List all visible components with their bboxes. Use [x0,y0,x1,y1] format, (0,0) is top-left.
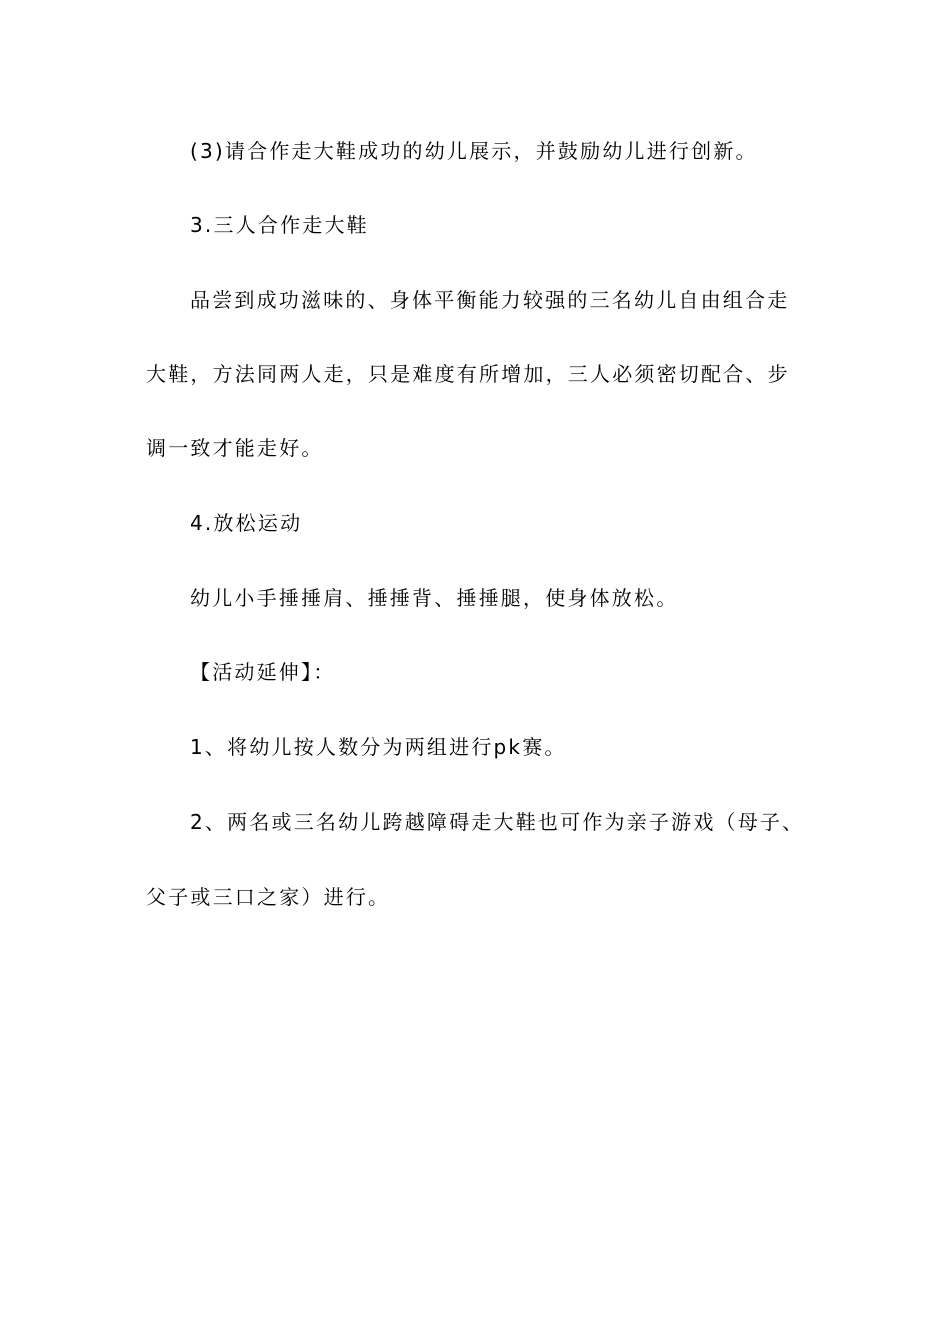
paragraph-line: 品尝到成功滋味的、身体平衡能力较强的三名幼儿自由组合走 [190,288,790,312]
paragraph-line: 大鞋，方法同两人走，只是难度有所增加，三人必须密切配合、步 [146,362,790,386]
paragraph-line: 幼儿小手捶捶肩、捶捶背、捶捶腿，使身体放松。 [190,586,679,610]
paragraph-line: 父子或三口之家）进行。 [146,885,391,909]
section-heading-3: 3.三人合作走大鞋 [190,213,369,237]
paragraph-line: 调一致才能走好。 [146,436,324,460]
extension-item-2: 2、两名或三名幼儿跨越障碍走大鞋也可作为亲子游戏（母子、 [190,810,805,834]
extension-item-1: 1、将幼儿按人数分为两组进行pk赛。 [190,735,567,759]
extension-heading: 【活动延伸】： [190,660,336,684]
step-3-sub-3: (3)请合作走大鞋成功的幼儿展示，并鼓励幼儿进行创新。 [190,139,758,163]
section-heading-4: 4.放松运动 [190,511,303,535]
